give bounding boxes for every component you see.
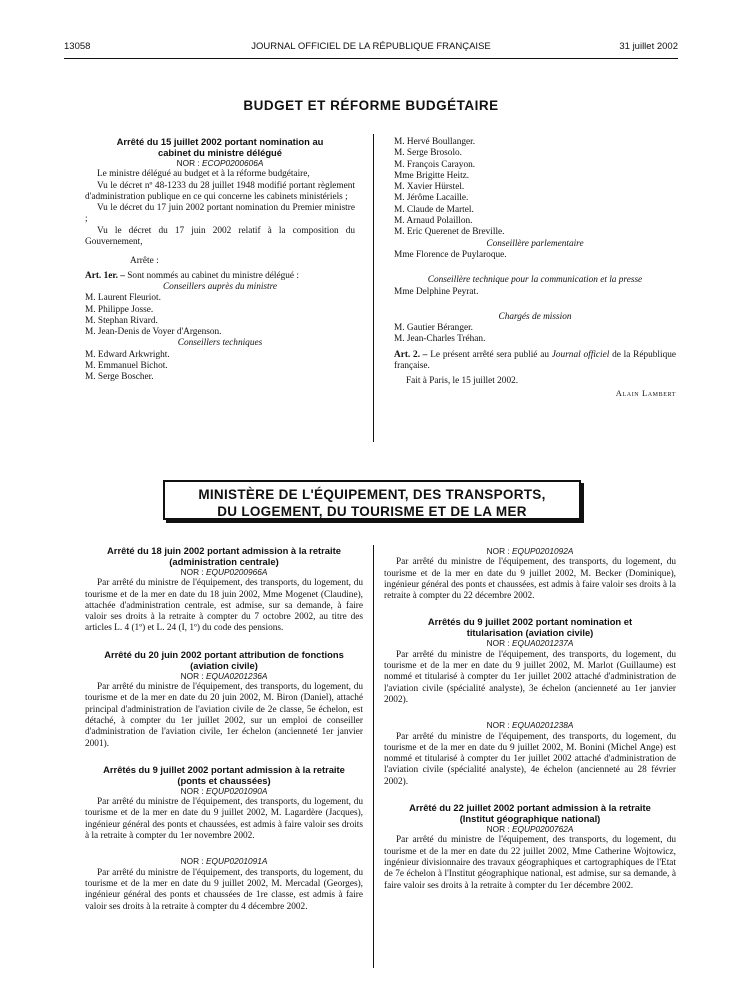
group-heading: Conseillers techniques: [177, 338, 263, 349]
name-item: M. Jean-Denis de Voyer d'Argenson.: [85, 327, 222, 338]
arrete-text: Par arrêté du ministre de l'équipement, des transports, du logement, du tourisme et de la mer en date du 9 juillet 2002, M. Marlot (Guillaume) est nommé et titularisé à compter du 1er juillet 2002 attaché d'administration de l'aviation civile (spécialité analyste), 3e échelon (ancienneté au 1er janvier 2002).: [384, 649, 676, 705]
ministry-title-line-2: DU LOGEMENT, DU TOURISME ET DE LA MER: [217, 504, 527, 519]
article-1-text: Sont nommés au cabinet du ministre délégué :: [127, 270, 299, 281]
signature: Alain Lambert: [615, 387, 676, 398]
arrete-text: Par arrêté du ministre de l'équipement, des transports, du logement, du tourisme et de la mer en date du 9 juillet 2002, M. Bonini (Michel Ange) est nommé et titularisé à compter du 1er juillet 2002 attaché d'administration de l'aviation civile (spécialité analyste), 4e échelon (ancienneté au 28 février 2002).: [384, 731, 676, 787]
journal-title: JOURNAL OFFICIEL DE LA RÉPUBLIQUE FRANÇAISE: [251, 41, 491, 52]
arrete-title: Arrêtés du 9 juillet 2002 portant admission à la retraite (ponts et chaussées): [103, 763, 345, 786]
article-1: [85, 271, 355, 282]
intro-line: Le ministre délégué au budget et à la réforme budgétaire,: [97, 169, 310, 180]
name-item: M. Edward Arkwright.: [85, 349, 170, 360]
article-1-label: Art. 1er. –: [85, 270, 125, 281]
name-item: Mme Brigitte Heitz.: [394, 170, 470, 181]
nor-line: NOR : EQUP0201092A: [486, 546, 574, 556]
ministry-title-box: [163, 480, 581, 520]
section-title-budget: BUDGET ET RÉFORME BUDGÉTAIRE: [243, 98, 499, 113]
header-rule: [64, 58, 678, 59]
intro-line: Vu le décret du 17 juin 2002 portant nomination du Premier ministre ;: [85, 203, 355, 225]
nor-line: NOR : EQUP0200762A: [486, 824, 574, 835]
fait-line: Fait à Paris, le 15 juillet 2002.: [406, 376, 519, 387]
budget-right-column: [394, 137, 676, 399]
name-item: M. Gautier Béranger.: [394, 323, 473, 334]
name-item: M. Xavier Hürstel.: [394, 182, 465, 193]
article-2-label: Art. 2. –: [394, 349, 428, 360]
nor-code: EQUA0201237A: [512, 638, 574, 649]
nor-line: NOR : EQUP0201090A: [180, 785, 268, 796]
group-heading: Chargés de mission: [498, 311, 572, 322]
nor-code: EQUP0201091A: [206, 856, 268, 867]
nor-code: EQUP0201090A: [206, 785, 268, 796]
nor-line: NOR : EQUP0200966A: [180, 567, 268, 577]
nor-line: NOR : EQUA0201238A: [486, 720, 574, 731]
ministry-right-column: [384, 546, 676, 892]
nor-line: NOR : EQUA0201237A: [486, 638, 574, 649]
nor-line: NOR : ECOP0200606A: [176, 158, 264, 168]
group-heading: Conseillers auprès du ministre: [162, 281, 278, 292]
nor-line: NOR : EQUP0201091A: [180, 856, 268, 867]
ministry-left-column: [85, 545, 363, 913]
name-item: M. Jérôme Lacaille.: [394, 193, 469, 204]
name-item: M. Emmanuel Bichot.: [85, 361, 168, 372]
column-divider: [373, 134, 374, 442]
name-item: M. Serge Brosolo.: [394, 148, 463, 159]
name-item: Mme Florence de Puylaroque.: [394, 249, 507, 260]
name-item: Mme Delphine Peyrat.: [394, 286, 479, 297]
column-divider: [373, 545, 374, 968]
ministry-title-line-1: MINISTÈRE DE L'ÉQUIPEMENT, DES TRANSPORTS,: [198, 487, 546, 502]
article-2: Art. 2. – Le présent arrêté sera publié au Journal officiel de la République française.: [394, 349, 677, 372]
name-item: M. Hervé Boullanger.: [394, 137, 476, 147]
name-item: M. François Carayon.: [394, 159, 476, 170]
arrete-title: Arrêté du 18 juin 2002 portant admission à la retraite (administration centrale): [107, 545, 341, 567]
arrete-title: Arrêtés du 9 juillet 2002 portant nomination et titularisation (aviation civile): [427, 616, 633, 639]
issue-date: 31 juillet 2002: [619, 41, 678, 52]
group-heading: Conseillère parlementaire: [486, 238, 584, 249]
name-item: M. Claude de Martel.: [394, 204, 474, 215]
arrete-text: Par arrêté du ministre de l'équipement, des transports, du logement, du tourisme et de la mer en date du 20 juin 2002, M. Biron (Daniel), attaché principal d'administration de l'aviation civile de 2e classe, 5e échelon, est détaché, à compter du 1er juillet 2002, sur un emploi de conseiller d'administration de l'aviation civile, 1er échelon (ancienneté 1er janvier 2001).: [85, 682, 363, 749]
name-item: M. Laurent Fleuriot.: [85, 293, 161, 304]
group-heading: Conseillère technique pour la communication et la presse: [427, 275, 643, 286]
intro-line: Vu le décret nº 48-1233 du 28 juillet 1948 modifié portant règlement d'administration publique en ce qui concerne les cabinets ministériels ;: [85, 180, 355, 202]
nor-code: EQUA0201236A: [206, 670, 268, 681]
arrete-title: Arrêté du 22 juillet 2002 portant admission à la retraite (Institut géographique national): [409, 802, 651, 825]
name-item: M. Arnaud Polaillon.: [394, 216, 473, 227]
arrete-word: Arrête :: [130, 256, 159, 267]
nor-code: ECOP0200606A: [202, 158, 264, 168]
nor-code: EQUP0201092A: [512, 546, 574, 556]
arrete-text: Par arrêté du ministre de l'équipement, des transports, du logement, du tourisme et de la mer en date du 9 juillet 2002, M. Lagardère (Jacques), ingénieur général des ponts et chaussées, est admis à faire valoir ses droits à la retraite à compter du 1er novembre 2002.: [85, 797, 363, 842]
nor-line: NOR : EQUA0201236A: [180, 670, 268, 681]
nor-code: EQUA0201238A: [512, 720, 574, 731]
name-item: M. Jean-Charles Tréhan.: [394, 334, 486, 345]
arrete-title: Arrêté du 20 juin 2002 portant attribution de fonctions (aviation civile): [104, 648, 344, 671]
arrete-text: Par arrêté du ministre de l'équipement, des transports, du logement, du tourisme et de la mer en date du 18 juin 2002, Mme Mogenet (Claudine), attachée d'administration centrale, est admise, sur sa demande, à faire valoir ses droits à la retraite à compter du 7 octobre 2002, au titre des articles L. 4 (1º) et L. 24 (I, 1º) du code des pensions.: [85, 578, 363, 634]
name-item: M. Eric Querenet de Breville.: [394, 227, 505, 238]
nor-code: EQUP0200966A: [206, 567, 268, 577]
page-number: 13058: [64, 41, 91, 52]
intro-line: Vu le décret du 17 juin 2002 relatif à la composition du Gouvernement,: [85, 225, 355, 248]
nor-code: EQUP0200762A: [512, 824, 574, 835]
name-item: M. Philippe Josse.: [85, 304, 154, 315]
name-item: M. Stephan Rivard.: [85, 315, 158, 326]
running-header: [64, 41, 678, 57]
arrete-title: Arrêté du 15 juillet 2002 portant nomination au cabinet du ministre délégué: [116, 136, 324, 158]
budget-left-column: [85, 136, 355, 384]
arrete-text: Par arrêté du ministre de l'équipement, des transports, du logement, du tourisme et de la mer en date du 9 juillet 2002, M. Becker (Dominique), ingénieur général des ponts et chaussées, est admis à faire valoir ses droits à la retraite à compter du 22 décembre 2002.: [384, 557, 676, 602]
arrete-text: Par arrêté du ministre de l'équipement, des transports, du logement, du tourisme et de la mer en date du 22 juillet 2002, Mme Catherine Wojtowicz, ingénieur divisionnaire des travaux géographiques et cartographiques de l'Etat de 7e échelon à l'Institut géographique national, est admise, sur sa demande, à faire valoir ses droits à la retraite à compter du 1er décembre 2002.: [384, 835, 676, 891]
arrete-text: Par arrêté du ministre de l'équipement, des transports, du logement, du tourisme et de la mer en date du 9 juillet 2002, M. Mercadal (Georges), ingénieur général des ponts et chaussées de 1re classe, est admis à faire valoir ses droits à la retraite à compter du 4 décembre 2002.: [85, 867, 363, 912]
name-item: M. Serge Boscher.: [85, 372, 154, 383]
